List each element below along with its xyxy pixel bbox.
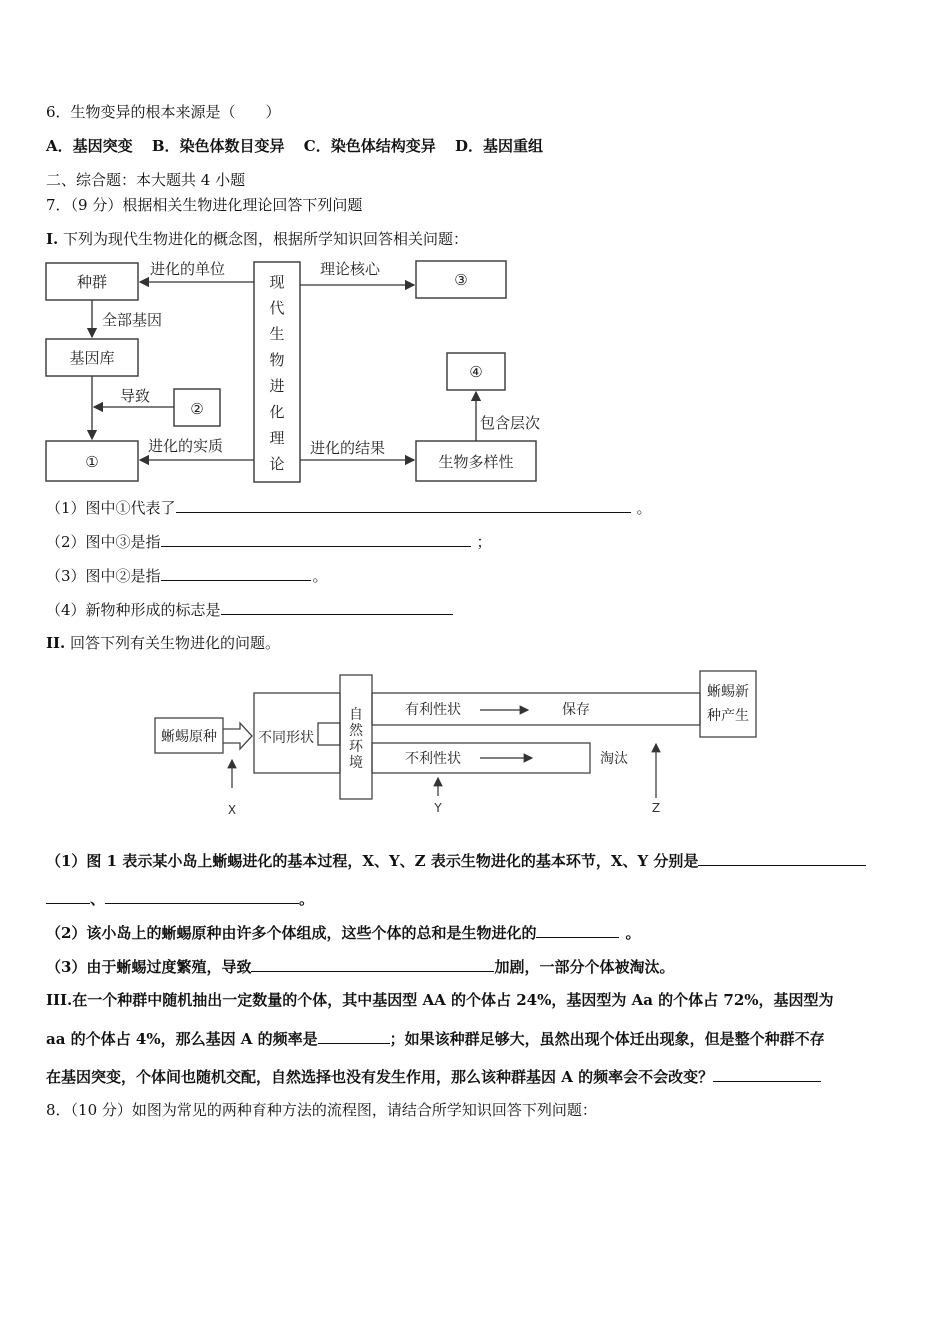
part3-label: III. xyxy=(46,991,73,1009)
ziran-char-4: 境 xyxy=(349,755,363,771)
answer-blank-2[interactable] xyxy=(161,531,471,547)
ziran-char-3: 环 xyxy=(349,739,363,755)
evolution-concept-diagram xyxy=(40,255,560,490)
part1-q2: （2）图中③是指 ； xyxy=(46,533,492,551)
label-buli: 不利性状 xyxy=(405,751,461,767)
center-char-5: 进 xyxy=(269,377,285,395)
center-char-6: 化 xyxy=(269,403,285,421)
center-char-1: 现 xyxy=(269,273,285,291)
ziran-char-2: 然 xyxy=(349,723,363,739)
part1-q3: （3）图中②是指 。 xyxy=(46,567,328,585)
part1-label: I. xyxy=(46,230,59,248)
answer-blank-1[interactable] xyxy=(176,497,631,513)
label-duoyangxing: 生物多样性 xyxy=(438,453,514,471)
label-taotai: 淘汰 xyxy=(600,751,628,767)
center-char-2: 代 xyxy=(269,299,285,317)
label-daozhi: 导致 xyxy=(120,387,151,405)
part1-text: 下列为现代生物进化的概念图，根据所学知识回答相关问题： xyxy=(63,230,469,248)
answer-blank-8[interactable] xyxy=(251,956,494,972)
ziran-char-1: 自 xyxy=(349,707,363,723)
answer-blank-3[interactable] xyxy=(161,565,311,581)
answer-blank-9[interactable] xyxy=(318,1028,390,1044)
label-yuanzhong: 蜥蜴原种 xyxy=(161,729,217,745)
answer-blank-6[interactable] xyxy=(105,888,299,904)
q6-option-b: B．染色体数目变异 xyxy=(151,137,285,155)
label-butong: 不同形状 xyxy=(258,730,314,746)
answer-blank-7[interactable] xyxy=(536,922,619,938)
center-char-7: 理 xyxy=(269,429,285,447)
q6-option-d: D．基因重组 xyxy=(454,137,543,155)
label-y: Y xyxy=(434,801,442,815)
notch xyxy=(318,723,340,745)
label-quanbu-jiyin: 全部基因 xyxy=(102,311,163,329)
part2-q2: （2）该小岛上的蜥蜴原种由许多个体组成，这些个体的总和是生物进化的 。 xyxy=(46,924,641,942)
part1-q1: （1）图中①代表了 。 xyxy=(46,499,652,517)
label-youli: 有利性状 xyxy=(405,702,461,718)
q7-stem: 7．（9 分）根据相关生物进化理论回答下列问题 xyxy=(46,196,363,214)
answer-blank-5b[interactable] xyxy=(46,888,90,904)
label-x: X xyxy=(227,803,237,817)
part1-q4: （4）新物种形成的标志是 xyxy=(46,599,453,620)
part3-line3: 在基因突变，个体间也随机交配，自然选择也没有发生作用，那么该种群基因 A 的频率会不会改变？ xyxy=(46,1066,821,1087)
q6-option-c: C．染色体结构变异 xyxy=(303,137,436,155)
q6-stem: 6．生物变异的根本来源是（ ） xyxy=(46,103,281,121)
label-jiyinku: 基因库 xyxy=(69,349,115,367)
label-jinhua-shizhi: 进化的实质 xyxy=(148,437,224,455)
q7-part1-stem xyxy=(46,229,468,249)
q6-option-a: A．基因突变 xyxy=(46,137,133,155)
label-xinzhong-2: 种产生 xyxy=(707,708,749,724)
answer-blank-5a[interactable] xyxy=(698,850,866,866)
hollow-arrow xyxy=(223,723,252,749)
answer-blank-4[interactable] xyxy=(221,599,453,615)
center-char-3: 生 xyxy=(269,325,285,343)
part3-line1: III.在一个种群中随机抽出一定数量的个体，其中基因型 AA 的个体占 24%，基因型为 Aa 的个体占 72%，基因型为 xyxy=(46,991,834,1009)
label-zhongqun: 种群 xyxy=(76,273,108,291)
label-circle2: ② xyxy=(190,400,204,418)
part2-label: II. xyxy=(46,634,66,652)
label-jinhua-danwei: 进化的单位 xyxy=(150,260,226,278)
box-xinzhong xyxy=(700,671,756,737)
label-circle1: ① xyxy=(85,453,99,471)
part2-q3: （3）由于蜥蜴过度繁殖，导致 加剧，一部分个体被淘汰。 xyxy=(46,958,675,976)
q8-stem: 8．（10 分）如图为常见的两种育种方法的流程图，请结合所学知识回答下列问题： xyxy=(46,1101,597,1119)
part2-q1-line1: （1）图 1 表示某小岛上蜥蜴进化的基本过程，X、Y、Z 表示生物进化的基本环节，X、Y 分别是 xyxy=(46,850,866,871)
q6-options xyxy=(46,136,557,156)
label-z: Z xyxy=(651,801,661,815)
center-char-8: 论 xyxy=(269,455,285,473)
label-jinhua-jieguo: 进化的结果 xyxy=(310,439,386,457)
part2-text: 回答下列有关生物进化的问题。 xyxy=(70,634,281,652)
part2-q1-line2: 、 。 xyxy=(46,888,314,909)
label-baocun: 保存 xyxy=(562,702,590,718)
label-circle3: ③ xyxy=(454,271,468,289)
label-lilun-hexin: 理论核心 xyxy=(320,260,381,278)
label-xinzhong-1: 蜥蜴新 xyxy=(707,684,749,700)
box-center-theory xyxy=(254,262,300,482)
label-circle4: ④ xyxy=(469,363,483,381)
section2-heading: 二、综合题：本大题共 4 小题 xyxy=(46,171,246,189)
part3-line2: aa 的个体占 4%，那么基因 A 的频率是 ；如果该种群足够大，虽然出现个体迁出现象，但是整个种群不存 xyxy=(46,1030,825,1048)
lizard-evolution-diagram xyxy=(150,668,770,823)
center-char-4: 物 xyxy=(269,351,285,369)
label-baohan-cengci: 包含层次 xyxy=(480,414,541,432)
q7-part2-stem xyxy=(46,633,280,653)
answer-blank-10[interactable] xyxy=(713,1066,821,1082)
